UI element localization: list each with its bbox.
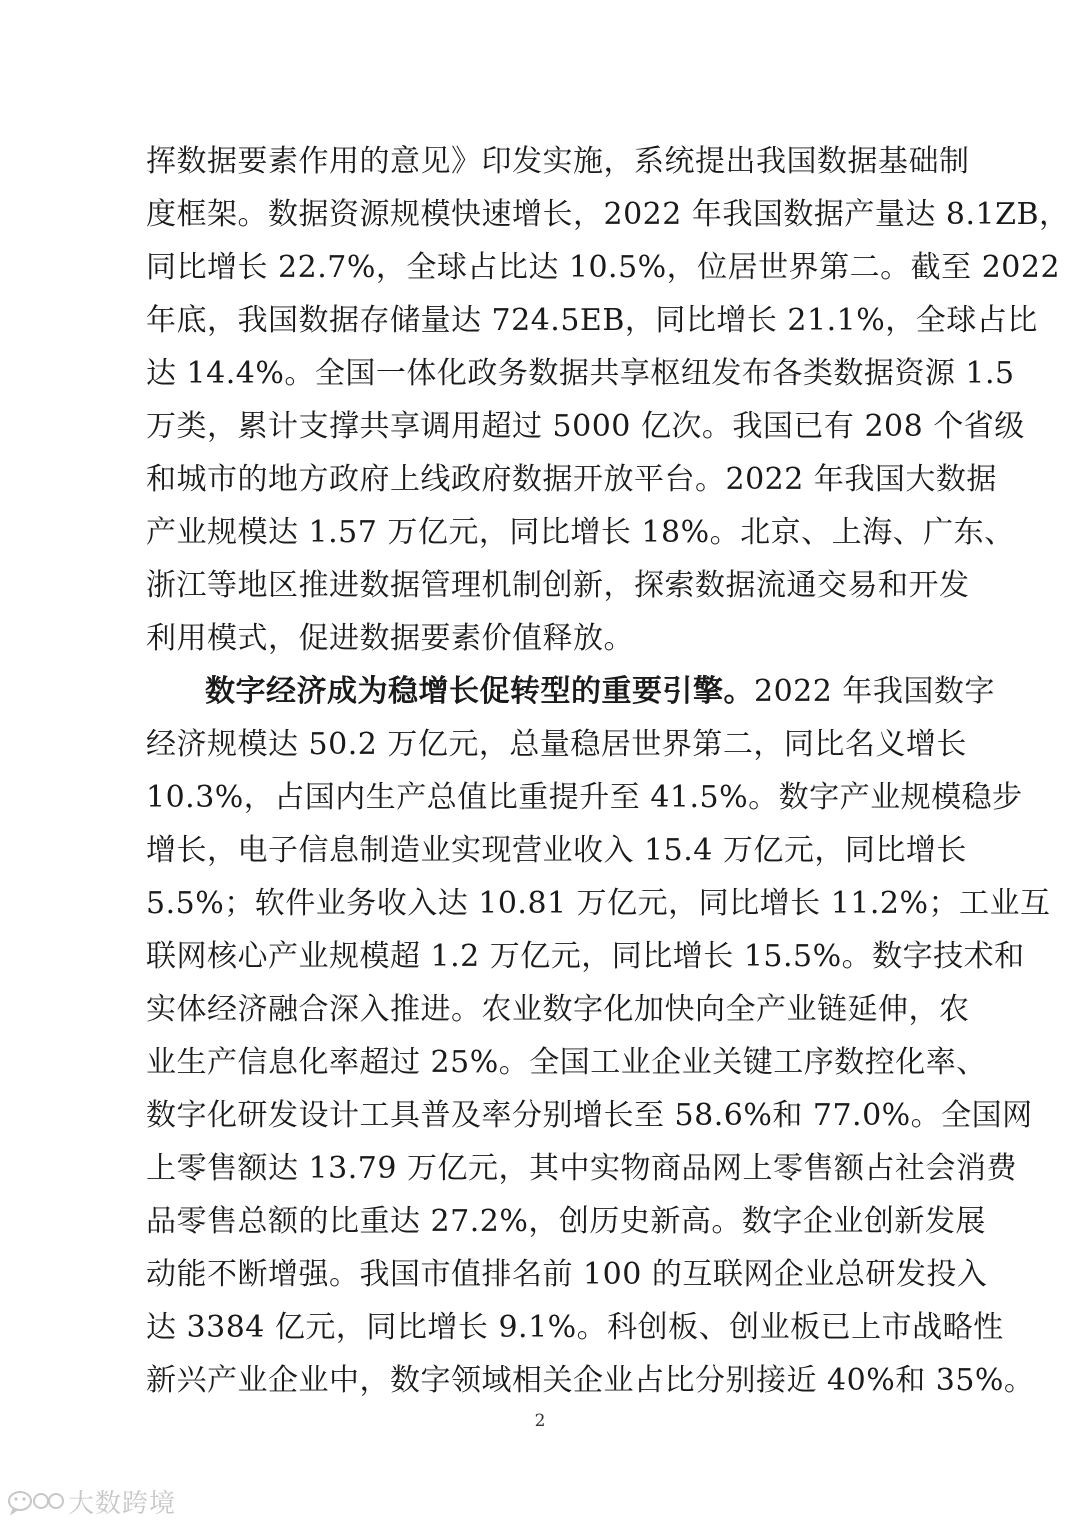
text-line: 5.5%；软件业务收入达 10.81 万亿元，同比增长 11.2%；工业互 — [146, 886, 1051, 921]
text-line: 业生产信息化率超过 25%。全国工业企业关键工序数控化率、 — [146, 1045, 987, 1080]
text-line: 浙江等地区推进数据管理机制创新，探索数据流通交易和开发 — [146, 568, 970, 603]
paragraph-heading: 数字经济成为稳增长促转型的重要引擎。 — [205, 674, 754, 709]
paragraph-first-line — [205, 672, 995, 712]
text-line: 挥数据要素作用的意见》印发实施，系统提出我国数据基础制 — [146, 144, 970, 179]
text-line: 利用模式，促进数据要素价值释放。 — [146, 621, 634, 656]
text-line: 达 14.4%。全国一体化政务数据共享枢纽发布各类数据资源 1.5 — [146, 356, 1015, 391]
text-line: 上零售额达 13.79 万亿元，其中实物商品网上零售额占社会消费 — [146, 1151, 1017, 1186]
text-line: 经济规模达 50.2 万亿元，总量稳居世界第二，同比名义增长 — [146, 727, 967, 762]
text-line: 增长，电子信息制造业实现营业收入 15.4 万亿元，同比增长 — [146, 833, 967, 868]
text-line: 同比增长 22.7%，全球占比达 10.5%，位居世界第二。截至 2022 — [146, 250, 1061, 285]
text-line: 品零售总额的比重达 27.2%，创历史新高。数字企业创新发展 — [146, 1204, 986, 1239]
text-line: 新兴产业企业中，数字领域相关企业占比分别接近 40%和 35%。 — [146, 1363, 1035, 1398]
text-line: 和城市的地方政府上线政府数据开放平台。2022 年我国大数据 — [146, 462, 997, 497]
watermark-text: 大数跨境 — [68, 1488, 177, 1519]
text-line: 联网核心产业规模超 1.2 万亿元，同比增长 15.5%。数字技术和 — [146, 939, 1025, 974]
text-line: 10.3%，占国内生产总值比重提升至 41.5%。数字产业规模稳步 — [146, 780, 1023, 815]
wechat-logo-icon — [6, 1486, 64, 1516]
text-line: 万类，累计支撑共享调用超过 5000 亿次。我国已有 208 个省级 — [146, 409, 1025, 444]
text-line: 数字化研发设计工具普及率分别增长至 58.6%和 77.0%。全国网 — [146, 1098, 1033, 1133]
text-line: 达 3384 亿元，同比增长 9.1%。科创板、创业板已上市战略性 — [146, 1310, 1004, 1345]
text-line: 产业规模达 1.57 万亿元，同比增长 18%。北京、上海、广东、 — [146, 515, 1015, 550]
text-line: 实体经济融合深入推进。农业数字化加快向全产业链延伸，农 — [146, 992, 970, 1027]
page-number: 2 — [534, 1411, 546, 1431]
watermark — [6, 1483, 176, 1519]
text-line: 动能不断增强。我国市值排名前 100 的互联网企业总研发投入 — [146, 1257, 988, 1292]
text-fragment: 2022 年我国数字 — [754, 674, 995, 709]
text-line: 度框架。数据资源规模快速增长，2022 年我国数据产量达 8.1ZB， — [146, 197, 1070, 232]
text-line: 年底，我国数据存储量达 724.5EB，同比增长 21.1%，全球占比 — [146, 303, 1038, 338]
